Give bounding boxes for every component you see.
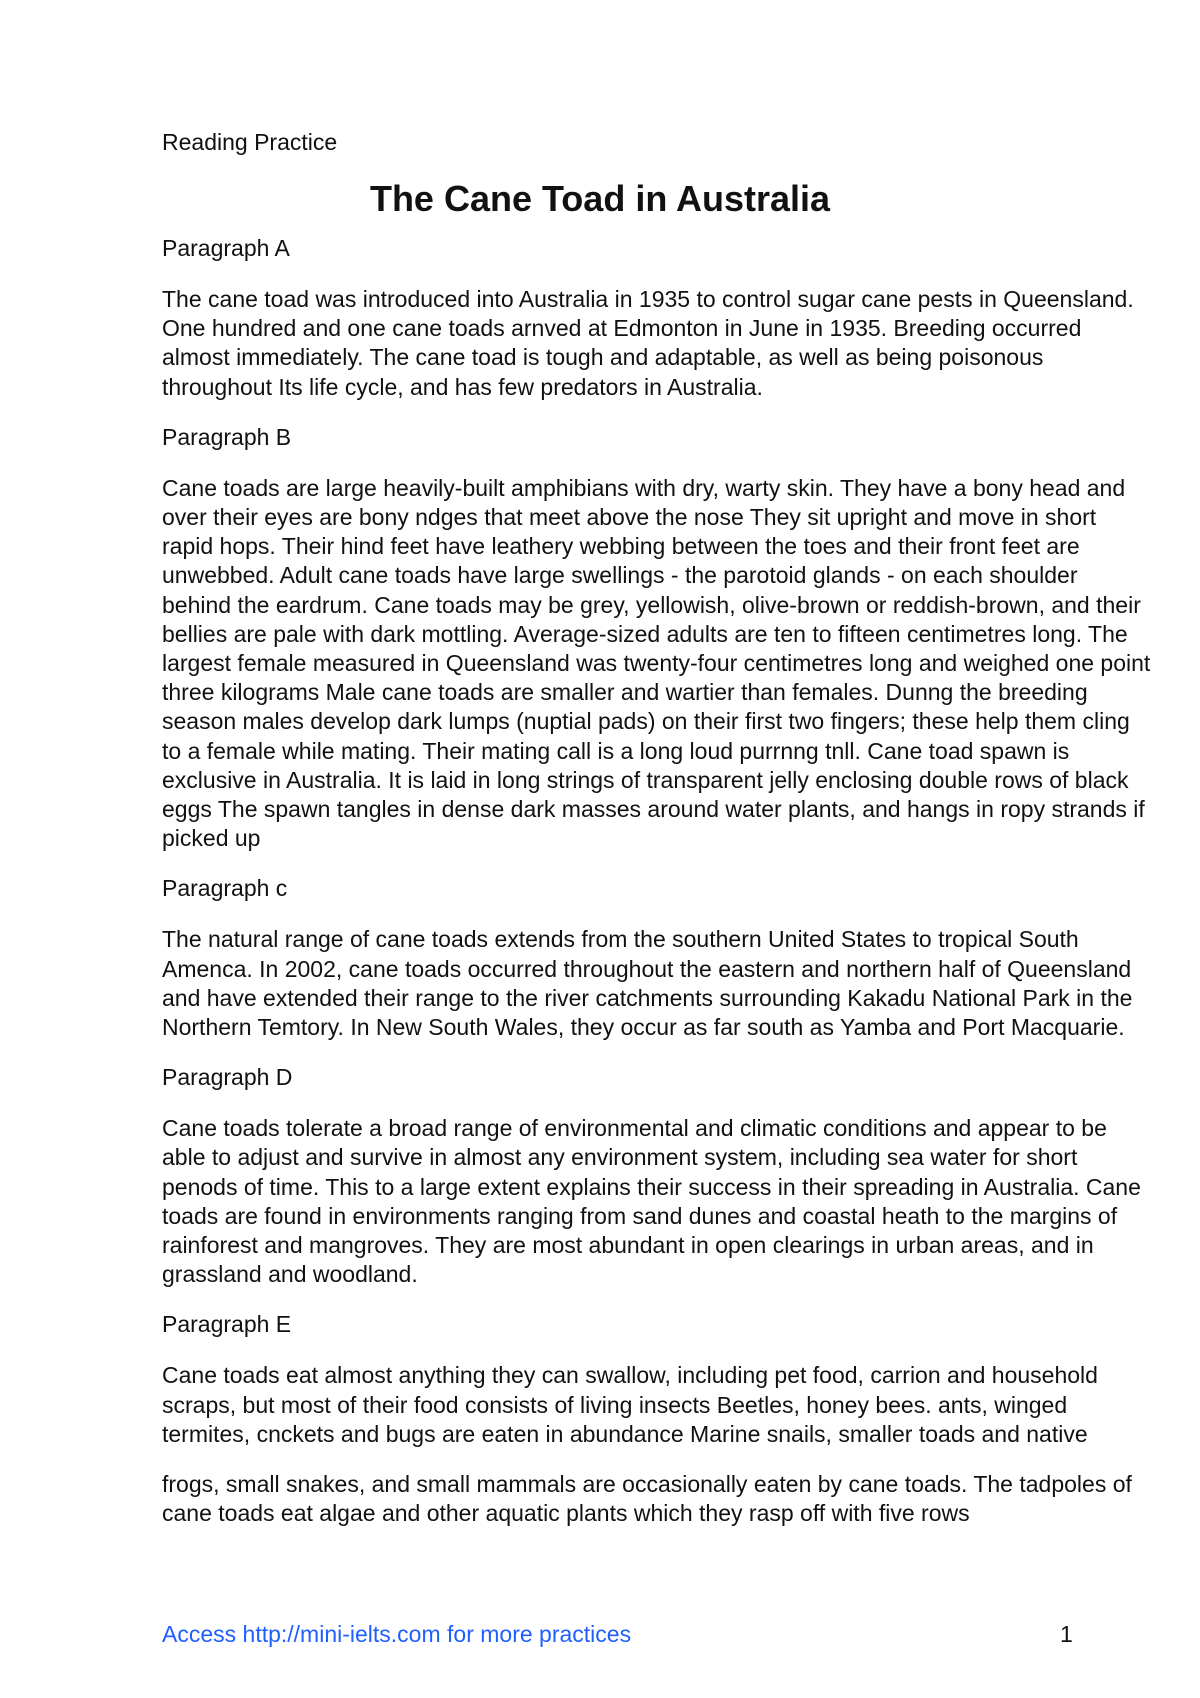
paragraph-label-b: Paragraph B bbox=[162, 423, 292, 450]
paragraph-label-c: Paragraph c bbox=[162, 875, 288, 902]
page-title: The Cane Toad in Australia bbox=[369, 178, 831, 219]
article-body bbox=[162, 234, 1152, 1550]
paragraph-text-e: Cane toads eat almost anything they can swallow, including pet food, carrion and household scraps, but most of their food consists of living insects Beetles, honey bees. ants, winged termites, cnckets and bugs are eaten in abundance Marine snails, smaller toads and native bbox=[162, 1362, 1098, 1447]
paragraph-label-e: Paragraph E bbox=[162, 1311, 292, 1338]
header-label: Reading Practice bbox=[162, 129, 338, 155]
paragraph-text-a: The cane toad was introduced into Australia in 1935 to control sugar cane pests in Queensland. One hundred and one cane toads arnved at Edmonton in June in 1935. Breeding occurred almost immediately. The cane toad is tough and adaptable, as well as being poisonous throughout Its life cycle, and has few predators in Australia. bbox=[162, 286, 1134, 400]
paragraph-label-d: Paragraph D bbox=[162, 1064, 293, 1091]
paragraph-text-b: Cane toads are large heavily-built amphibians with dry, warty skin. They have a bony head and over their eyes are bony ndges that meet above the nose They sit upright and move in short rapid hops. Their hind feet have leathery webbing between the toes and their front feet are unwebbed. Adult cane toads have large swellings - the parotoid glands - on each shoulder behind the eardrum. Cane toads may be grey, yellowish, olive-brown or reddish-brown, and their bellies are pale with dark mottling. Average-sized adults are ten to fifteen centimetres long. The largest female measured in Queensland was twenty-four centimetres long and weighed one point three kilograms Male cane toads are smaller and wartier than females. Dunng the breeding season males develop dark lumps (nuptial pads) on their first two fingers; these help them cling to a female while mating. Their mating call is a long loud purrnng tnll. Cane toad spawn is exclusive in Australia. It is laid in long strings of transparent jelly enclosing double rows of black eggs The spawn tangles in dense dark masses around water plants, and hangs in ropy strands if picked up bbox=[162, 474, 1151, 852]
paragraph-text-e-continuation: frogs, small snakes, and small mammals are occasionally eaten by cane toads. The tadpoles of cane toads eat algae and other aquatic plants which they rasp off with five rows bbox=[162, 1471, 1132, 1527]
paragraph-label-a: Paragraph A bbox=[162, 235, 290, 261]
footer-link[interactable]: Access http://mini-ielts.com for more practices bbox=[162, 1621, 632, 1647]
page-number: 1 bbox=[1060, 1621, 1073, 1647]
paragraph-text-c: The natural range of cane toads extends from the southern United States to tropical South Amenca. In 2002, cane toads occurred throughout the eastern and northern half of Queensland and have extended their range to the river catchments surrounding Kakadu National Park in the Northern Temtory. In New South Wales, they occur as far south as Yamba and Port Macquarie. bbox=[162, 926, 1133, 1041]
paragraph-text-d: Cane toads tolerate a broad range of environmental and climatic conditions and appear to be able to adjust and survive in almost any environment system, including sea water for short penods of time. This to a large extent explains their success in their spreading in Australia. Cane toads are found in environments ranging from sand dunes and coastal heath to the margins of rainforest and mangroves. They are most abundant in open clearings in urban areas, and in grassland and woodland. bbox=[162, 1115, 1141, 1288]
